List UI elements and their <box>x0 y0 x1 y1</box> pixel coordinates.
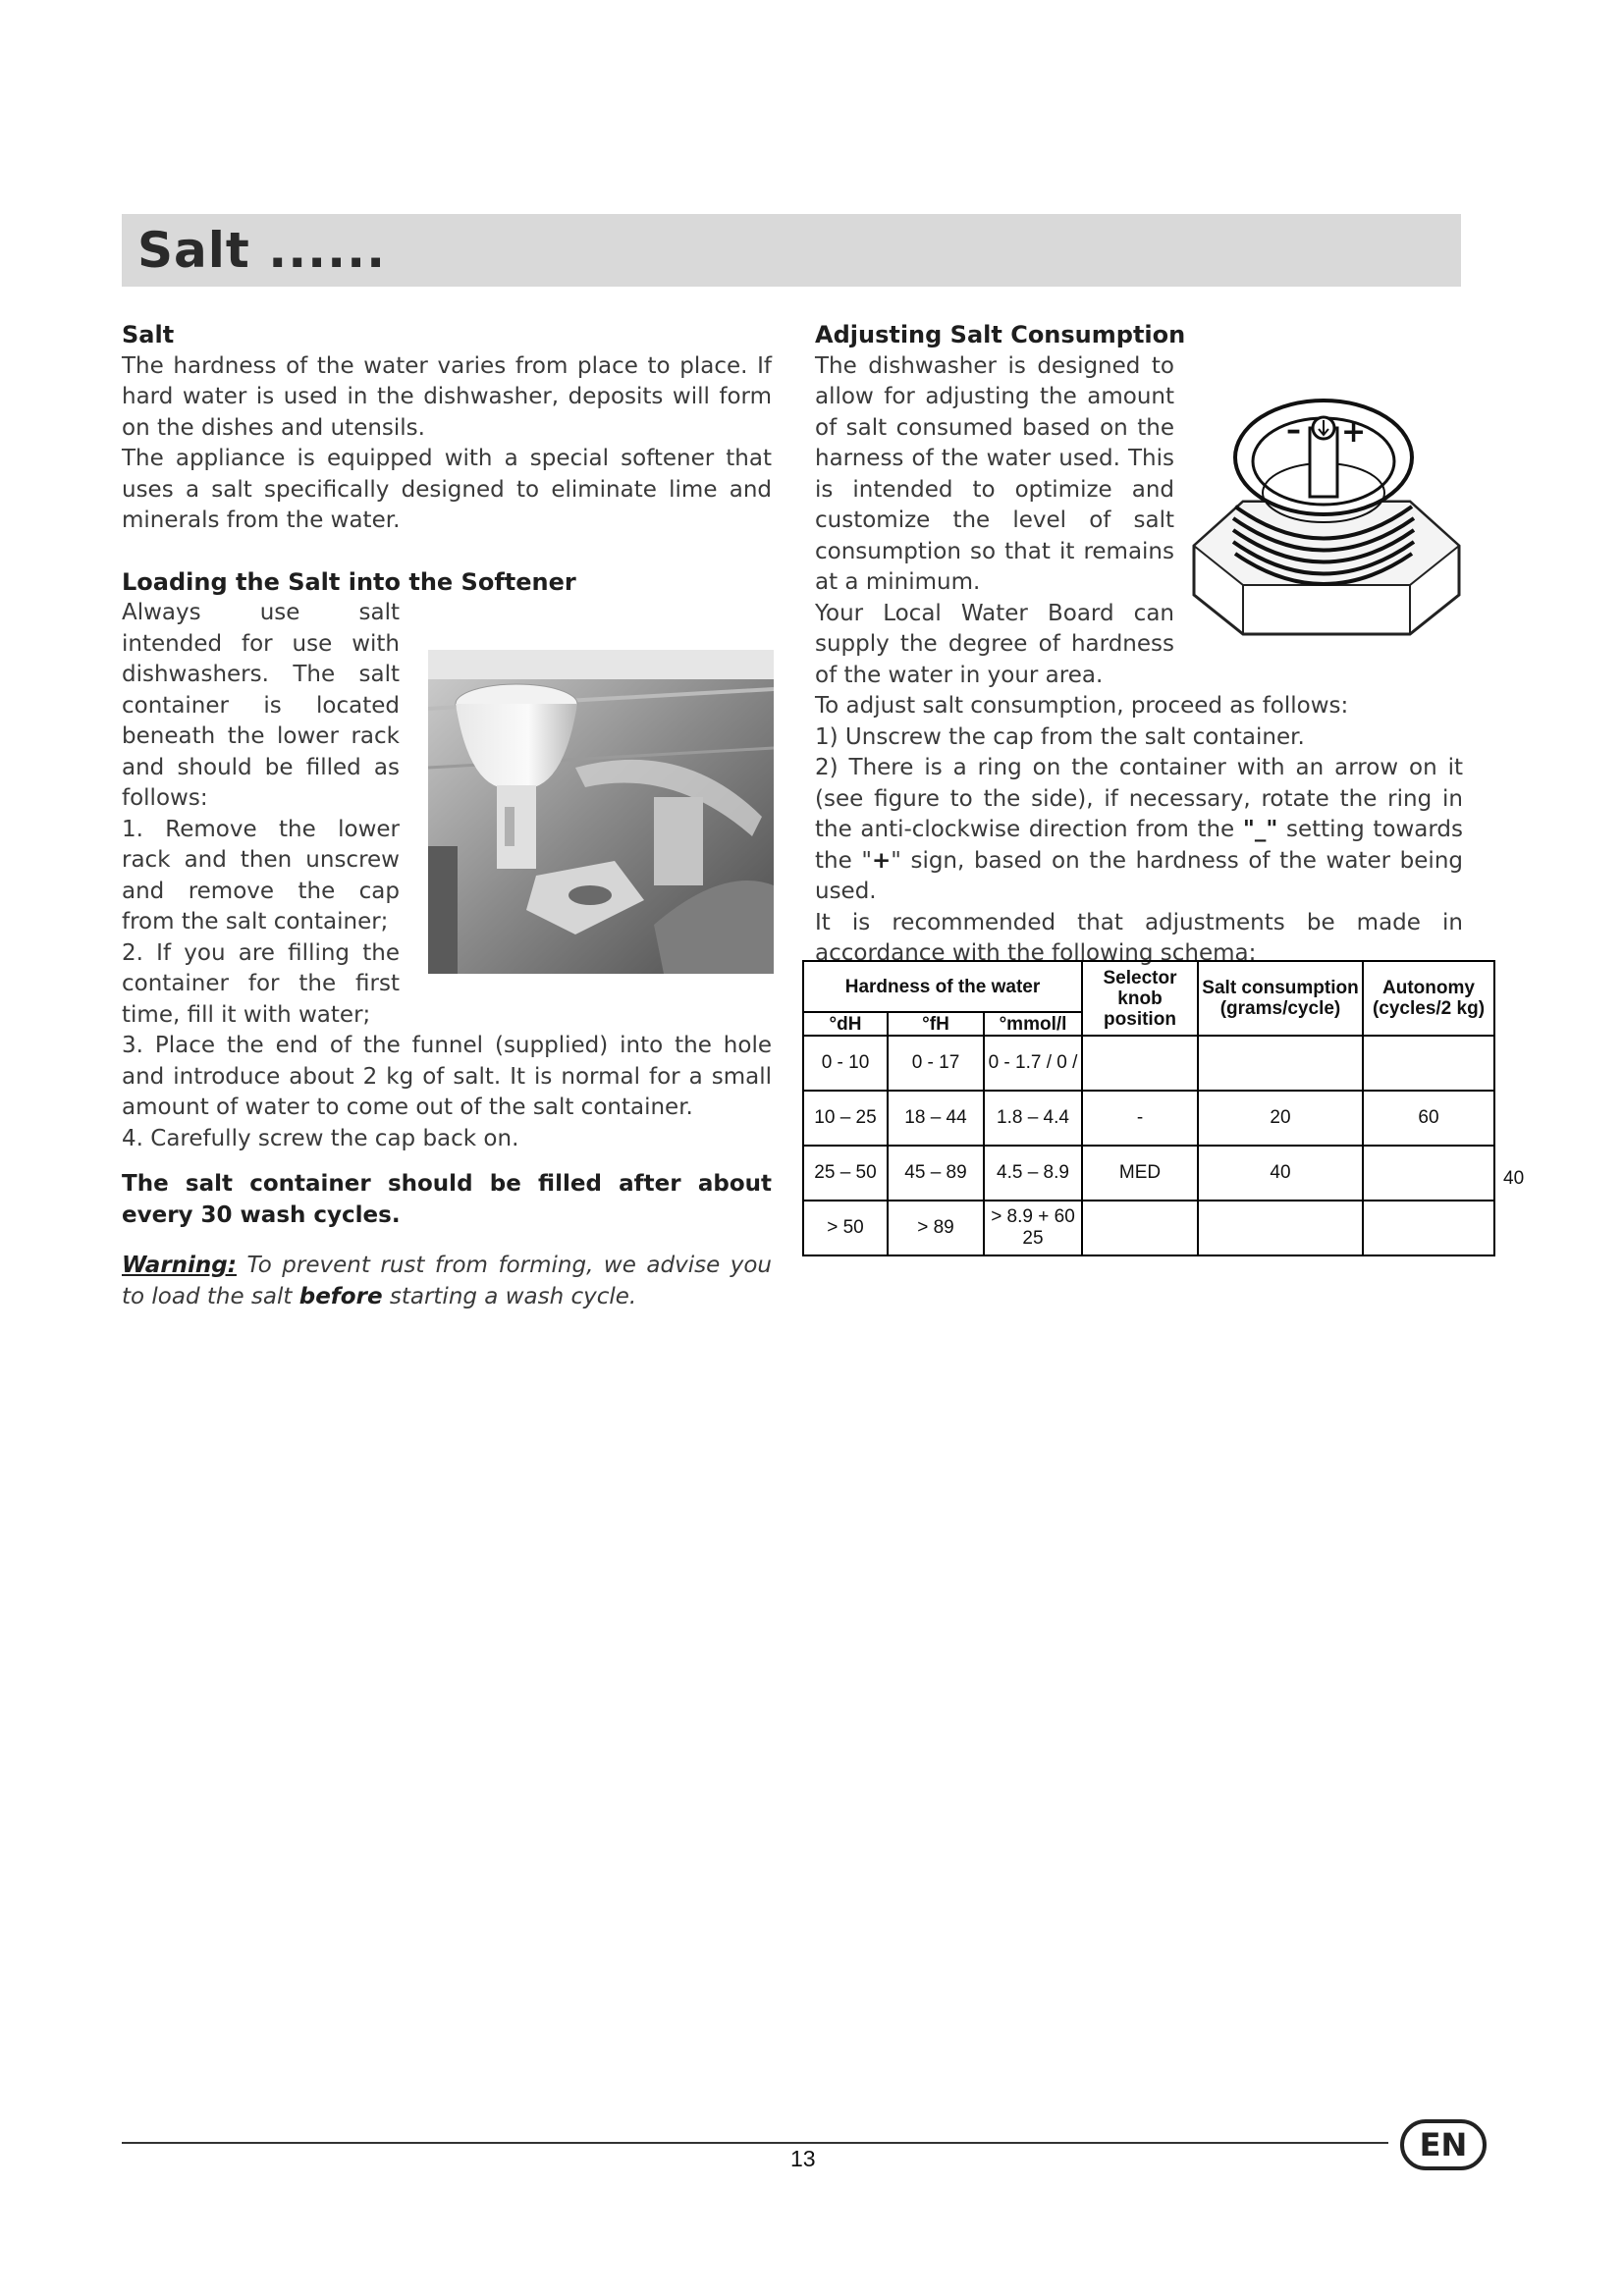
warning-text-b: starting a wash cycle. <box>382 1283 637 1309</box>
table-cell: MED <box>1082 1146 1198 1201</box>
table-cell: 45 – 89 <box>888 1146 984 1201</box>
salt-container-photo <box>428 650 774 974</box>
header-salt: Salt consumption (grams/cycle) <box>1198 961 1363 1036</box>
header-fh: °fH <box>888 1012 984 1036</box>
adjust-paragraph-wrap <box>815 351 1174 692</box>
header-mmol: °mmol/l <box>984 1012 1082 1036</box>
step-1: 1. Remove the lower rack and then unscrew and remove the cap from the salt container; <box>122 816 400 934</box>
loading-paragraph: Always use salt intended for use with dishwashers. The salt container is located beneath the lower rack and should be filled as follows: <box>122 600 400 811</box>
adjust-step-2-b: setting towards the " <box>815 817 1463 874</box>
header-hardness: Hardness of the water <box>803 961 1082 1012</box>
salt-heading: Salt <box>122 321 175 348</box>
warning-label: Warning: <box>122 1253 237 1278</box>
table-cell: 4.5 – 8.9 <box>984 1146 1082 1201</box>
refill-note: The salt container should be filled after about every 30 wash cycles. <box>122 1171 772 1228</box>
table-row <box>803 1036 1494 1091</box>
warning-text-a: To prevent rust from forming, we advise you to load the salt <box>122 1253 772 1309</box>
header-autonomy: Autonomy (cycles/2 kg) <box>1363 961 1494 1036</box>
step-4: 4. Carefully screw the cap back on. <box>122 1125 519 1151</box>
adjust-step-1: 1) Unscrew the cap from the salt container. <box>815 723 1305 750</box>
adjust-step-2-a: 2) There is a ring on the container with an arrow on it (see figure to the side), if necessary, rotate the ring in the anti-clockwise direction from the <box>815 755 1463 842</box>
table-cell: 0 - 1.7 / 0 / <box>984 1036 1082 1091</box>
language-badge-label: EN <box>1419 2126 1468 2163</box>
table-cell: 20 <box>1198 1091 1363 1146</box>
adjust-paragraph-3: To adjust salt consumption, proceed as follows: <box>815 693 1349 719</box>
knob-plus-label: + <box>1341 415 1367 450</box>
footer-rule <box>122 2142 1388 2144</box>
plus-setting: + <box>871 847 892 874</box>
warning-bold: before <box>298 1283 383 1309</box>
table-cell <box>1363 1146 1494 1201</box>
adjust-paragraph-1: The dishwasher is designed to allow for adjusting the amount of salt consumed based on the harness of the water used. This is intended to optimize and customize the level of salt consumption so that it remains at a minimum. <box>815 352 1174 595</box>
table-cell: > 50 <box>803 1201 888 1255</box>
header-selector: Selector knob position <box>1082 961 1198 1036</box>
table-cell: 10 – 25 <box>803 1091 888 1146</box>
salt-cap-knob-illustration <box>1184 399 1463 648</box>
table-cell: - <box>1082 1091 1198 1146</box>
table-cell: 0 - 10 <box>803 1036 888 1091</box>
adjust-paragraph-2: Your Local Water Board can supply the degree of hardness of the water in your area. <box>815 600 1174 688</box>
language-badge <box>1399 2118 1488 2171</box>
table-overflow-value: 40 <box>1503 1168 1525 1189</box>
page-title: Salt ...... <box>137 222 387 279</box>
table-cell: > 89 <box>888 1201 984 1255</box>
adjust-step-2 <box>815 753 1463 908</box>
adjust-step-2-c: " sign, based on the hardness of the water being used. <box>815 847 1463 904</box>
minus-setting: "_" <box>1242 817 1278 842</box>
table-row <box>803 1091 1494 1146</box>
table-cell: 40 <box>1198 1146 1363 1201</box>
salt-paragraph-2: The appliance is equipped with a special softener that uses a salt specifically designed to eliminate lime and minerals from the water. <box>122 446 772 533</box>
table-cell: > 8.9 + 60 25 <box>984 1201 1082 1255</box>
hardness-table <box>802 960 1495 1256</box>
title-bar <box>122 214 1461 287</box>
step-2: 2. If you are filling the container for the first time, fill it with water; <box>122 939 400 1028</box>
salt-paragraph-1: The hardness of the water varies from place to place. If hard water is used in the dishwasher, deposits will form on the dishes and utensils. <box>122 352 772 441</box>
knob-minus-label: – <box>1286 413 1301 448</box>
table-cell: 1.8 – 4.4 <box>984 1091 1082 1146</box>
warning-note <box>122 1251 772 1312</box>
table-cell: 60 <box>1363 1091 1494 1146</box>
table-cell: 25 – 50 <box>803 1146 888 1201</box>
header-dh: °dH <box>803 1012 888 1036</box>
table-row <box>803 1201 1494 1255</box>
table-row <box>803 1146 1494 1201</box>
table-cell: 18 – 44 <box>888 1091 984 1146</box>
loading-heading: Loading the Salt into the Softener <box>122 567 576 596</box>
adjust-heading: Adjusting Salt Consumption <box>815 321 1186 348</box>
adjust-paragraph-4: It is recommended that adjustments be made in accordance with the following schema: <box>815 909 1463 966</box>
page-number: 13 <box>790 2146 816 2171</box>
step-3: 3. Place the end of the funnel (supplied) into the hole and introduce about 2 kg of salt. It is normal for a small amount of water to come out of the salt container. <box>122 1033 772 1120</box>
table-cell: 0 - 17 <box>888 1036 984 1091</box>
